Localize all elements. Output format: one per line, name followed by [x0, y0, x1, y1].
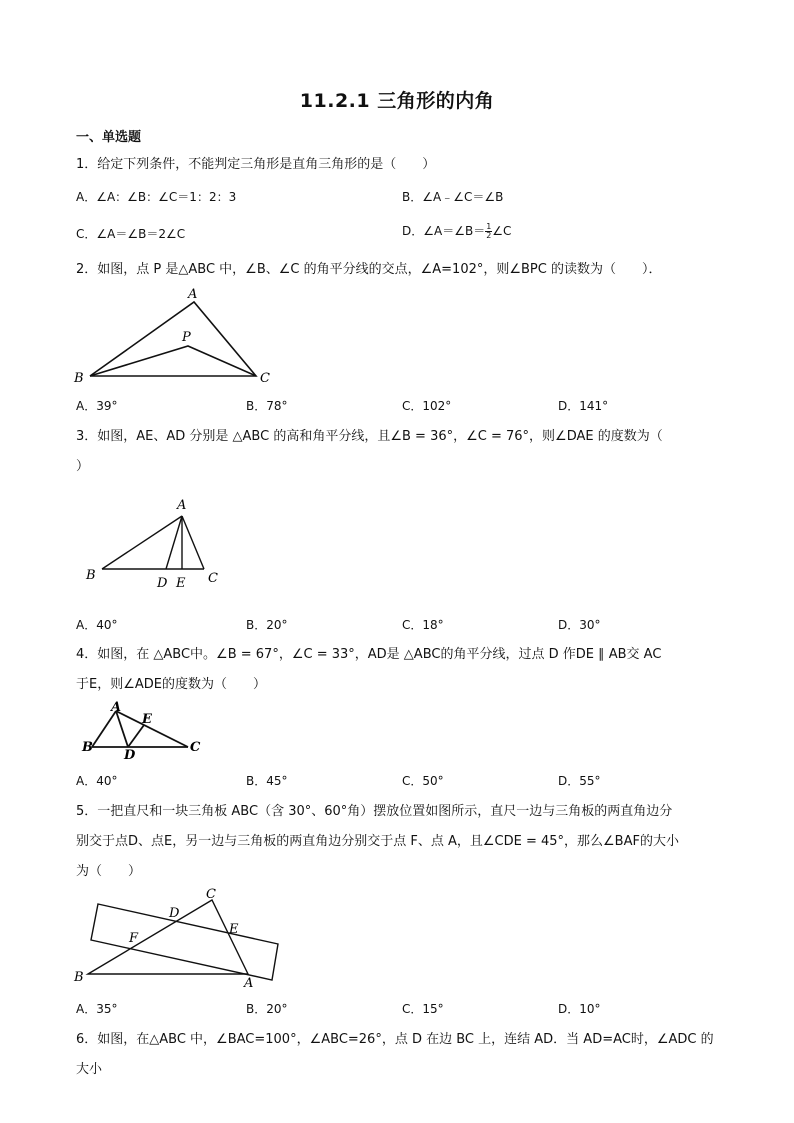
- q3-triangle-figure: [80, 494, 240, 594]
- q5-label-a: A: [244, 976, 254, 990]
- question-2-stem: 2．如图，点 P 是△ABC 中，∠B、∠C 的角平分线的交点，∠A=102°，则∠BPC 的读数为（ ）．: [76, 262, 662, 277]
- q1-option-a: A．∠A：∠B：∠C＝1：2：3: [76, 190, 237, 204]
- q2-option-c: C．102°: [402, 399, 452, 413]
- q5-option-c: C．15°: [402, 1002, 444, 1016]
- q5-option-a: A．35°: [76, 1002, 118, 1016]
- q3-label-e: E: [176, 576, 186, 591]
- q2-label-c: C: [260, 371, 270, 386]
- q5-label-d: D: [169, 906, 180, 921]
- question-5-stem-line2: 别交于点D、点E，另一边与三角板的两直角边分别交于点 F、点 A，且∠CDE = 45°，那么∠BAF的大小: [76, 834, 679, 849]
- q4-label-e: E: [142, 712, 152, 727]
- question-4-stem-line1: 4．如图，在 △ABC中。∠B = 67°，∠C = 33°，AD是 △ABC的角平分线，过点 D 作DE ∥ AB交 AC: [76, 647, 662, 662]
- q3-label-a: A: [177, 498, 187, 513]
- question-1-stem: 1．给定下列条件，不能判定三角形是直角三角形的是（ ）: [76, 157, 436, 172]
- q4-option-a: A．40°: [76, 774, 118, 788]
- q4-option-d: D．55°: [558, 774, 601, 788]
- q4-label-b: B: [82, 740, 93, 755]
- question-6-stem: 6．如图，在△ABC 中，∠BAC=100°，∠ABC=26°，点 D 在边 BC 上，连结 AD．当 AD=AC时，∠ADC 的大小: [76, 1032, 714, 1077]
- q2-label-b: B: [74, 371, 84, 386]
- q5-option-b: B．20°: [246, 1002, 288, 1016]
- q1-option-c: C．∠A＝∠B＝2∠C: [76, 227, 186, 241]
- question-4-stem-line2: 于E，则∠ADE的度数为（ ）: [76, 677, 266, 692]
- page-title: 11.2.1 三角形的内角: [299, 90, 495, 112]
- q3-label-b: B: [86, 568, 96, 583]
- q5-ruler-triangle-figure: [70, 884, 290, 990]
- q2-triangle-figure: [70, 284, 290, 388]
- question-5-stem-line3: 为（ ）: [76, 864, 142, 879]
- q5-label-b: B: [74, 970, 84, 985]
- q4-label-c: C: [190, 740, 201, 755]
- q1-option-d: D．∠A＝∠B＝ $\frac{1}{2}$ ∠C: [402, 222, 512, 240]
- q2-option-a: A．39°: [76, 399, 118, 413]
- q4-option-b: B．45°: [246, 774, 288, 788]
- q5-ruler-rectangle: [91, 904, 278, 980]
- q3-label-d: D: [157, 576, 168, 591]
- question-3-stem-line2: ）: [76, 459, 90, 474]
- q5-set-square: [88, 900, 248, 974]
- q2-option-b: B．78°: [246, 399, 288, 413]
- q2-label-p: P: [182, 330, 191, 345]
- q5-option-d: D．10°: [558, 1002, 601, 1016]
- q5-label-e: E: [229, 922, 239, 937]
- q2-label-a: A: [188, 287, 198, 302]
- q1-option-b: B．∠A﹣∠C＝∠B: [402, 190, 504, 204]
- q3-option-b: B．20°: [246, 618, 288, 632]
- q1-option-d-fraction: $\frac{1}{2}$: [486, 222, 492, 240]
- q5-label-f: F: [129, 931, 139, 946]
- q4-label-d: D: [124, 748, 136, 761]
- q4-triangle-figure: [78, 701, 208, 761]
- q4-label-a: A: [111, 701, 122, 715]
- q3-option-a: A．40°: [76, 618, 118, 632]
- q2-option-d: D．141°: [558, 399, 609, 413]
- q3-option-c: C．18°: [402, 618, 444, 632]
- q1-option-d-text: D．∠A＝∠B＝: [402, 224, 486, 238]
- q3-option-d: D．30°: [558, 618, 601, 632]
- q5-label-c: C: [206, 887, 216, 902]
- q4-option-c: C．50°: [402, 774, 444, 788]
- question-5-stem-line1: 5．一把直尺和一块三角板 ABC（含 30°、60°角）摆放位置如图所示，直尺一边与三角板的两直角边分: [76, 804, 673, 819]
- question-3-stem-line1: 3．如图，AE、AD 分别是 △ABC 的高和角平分线，且∠B = 36°，∠C = 76°，则∠DAE 的度数为（: [76, 429, 663, 444]
- section-heading: 一、单选题: [76, 130, 142, 145]
- q3-label-c: C: [208, 571, 218, 586]
